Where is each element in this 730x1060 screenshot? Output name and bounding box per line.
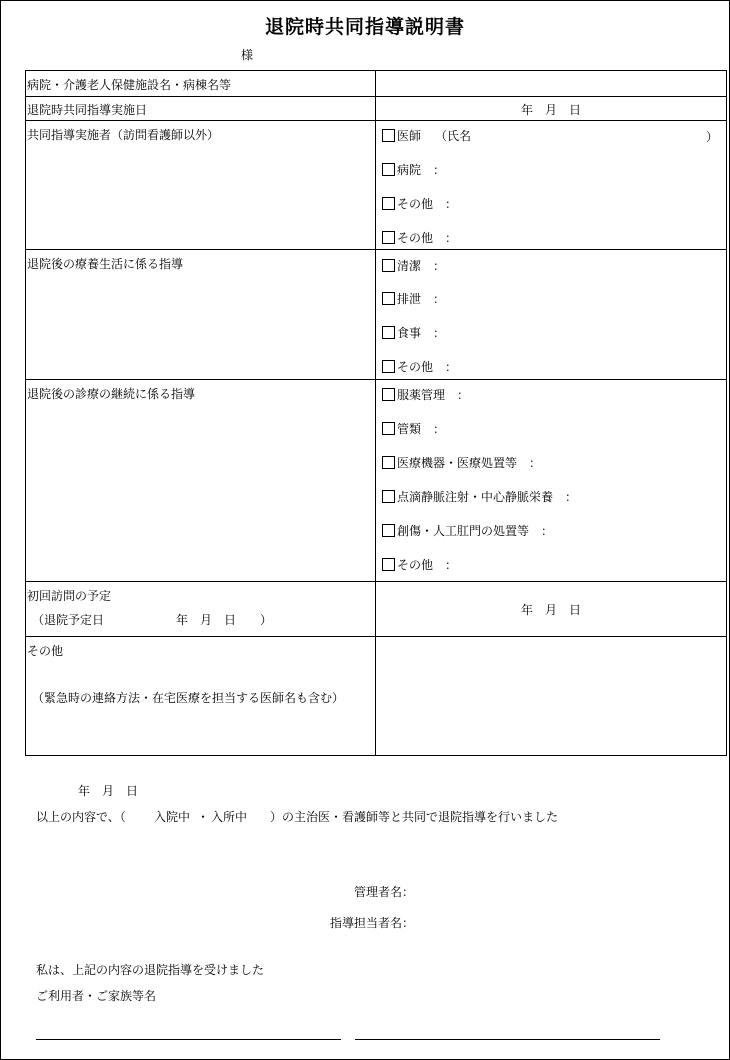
statement-prefix: 以上の内容で、（ (36, 810, 126, 824)
row-guidance-date (26, 96, 726, 121)
life-guidance-label: 退院後の療養生活に係る指導 (27, 257, 184, 271)
option-hygiene[interactable]: 清潔 ： (382, 257, 445, 274)
option-tubes[interactable]: 管類 ： (382, 420, 445, 437)
checkbox[interactable] (382, 129, 395, 142)
checkbox[interactable] (382, 259, 395, 272)
option-staff-other-2[interactable]: その他 ： (382, 229, 457, 246)
in-hospital-option[interactable]: 入院中 (154, 810, 191, 824)
row-other (26, 636, 726, 756)
care-guidance-label: 退院後の診療の継続に係る指導 (27, 387, 196, 401)
checkbox[interactable] (382, 360, 395, 373)
other-value-cell[interactable] (376, 637, 726, 756)
checkbox[interactable] (382, 456, 395, 469)
guidance-table (25, 70, 727, 756)
option-care-other[interactable]: その他 ： (382, 556, 457, 573)
recipient-honorific: 様 (241, 48, 254, 62)
instructor-name-label: 指導担当者名： (330, 916, 415, 930)
manager-name-label: 管理者名： (354, 885, 415, 899)
discharge-date-label: （退院予定日 年 月 日 ） (32, 613, 273, 627)
row-staff (26, 120, 726, 250)
document-title: 退院時共同指導説明書 (264, 16, 465, 38)
checkbox[interactable] (382, 490, 395, 503)
facility-value-cell[interactable] (376, 71, 726, 96)
option-separator: ・ (197, 810, 210, 824)
option-hospital[interactable]: 病院 ： (382, 161, 445, 178)
option-excretion[interactable]: 排泄 ： (382, 290, 445, 307)
signature-line-right[interactable] (355, 1039, 660, 1040)
guidance-date-value[interactable]: 年 月 日 (520, 103, 581, 117)
first-visit-label: 初回訪問の予定 (27, 589, 112, 603)
checkbox[interactable] (382, 231, 395, 244)
checkbox[interactable] (382, 163, 395, 176)
checkbox[interactable] (382, 524, 395, 537)
checkbox[interactable] (382, 558, 395, 571)
checkbox[interactable] (382, 422, 395, 435)
first-visit-date-value[interactable]: 年 月 日 (520, 603, 581, 617)
option-staff-other-1[interactable]: その他 ： (382, 195, 457, 212)
footer-date[interactable]: 年 月 日 (78, 784, 139, 798)
row-life-guidance (26, 249, 726, 380)
checkbox[interactable] (382, 326, 395, 339)
option-life-other[interactable]: その他 ： (382, 358, 457, 375)
option-wound-stoma[interactable]: 創傷・人工肛門の処置等 ： (382, 522, 553, 539)
option-medication[interactable]: 服薬管理 ： (382, 386, 469, 403)
guidance-date-label: 退院時共同指導実施日 (27, 103, 148, 117)
received-statement: 私は、上記の内容の退院指導を受けました (36, 963, 265, 977)
in-facility-option[interactable]: 入所中 (211, 810, 248, 824)
row-care-guidance (26, 379, 726, 582)
row-first-visit (26, 581, 726, 637)
facility-label: 病院・介護老人保健施設名・病棟名等 (27, 78, 232, 92)
staff-label: 共同指導実施者（訪問看護師以外） (27, 128, 220, 142)
doctor-name-close: ） (706, 130, 719, 144)
checkbox[interactable] (382, 197, 395, 210)
other-label: その他 (27, 644, 64, 658)
family-name-label: ご利用者・ご家族等名 (36, 989, 157, 1003)
signature-line-left[interactable] (36, 1039, 341, 1040)
row-facility (26, 71, 726, 96)
other-note: （緊急時の連絡方法・在宅医療を担当する医師名も含む） (32, 691, 345, 705)
option-meal[interactable]: 食事 ： (382, 324, 445, 341)
option-iv-nutrition[interactable]: 点滴静脈注射・中心静脈栄養 ： (382, 488, 577, 505)
option-medical-devices[interactable]: 医療機器・医療処置等 ： (382, 454, 541, 471)
option-doctor[interactable]: 医師 （氏名 (382, 127, 471, 144)
statement-suffix: ）の主治医・看護師等と共同で退院指導を行いました (270, 810, 559, 824)
checkbox[interactable] (382, 292, 395, 305)
checkbox[interactable] (382, 388, 395, 401)
